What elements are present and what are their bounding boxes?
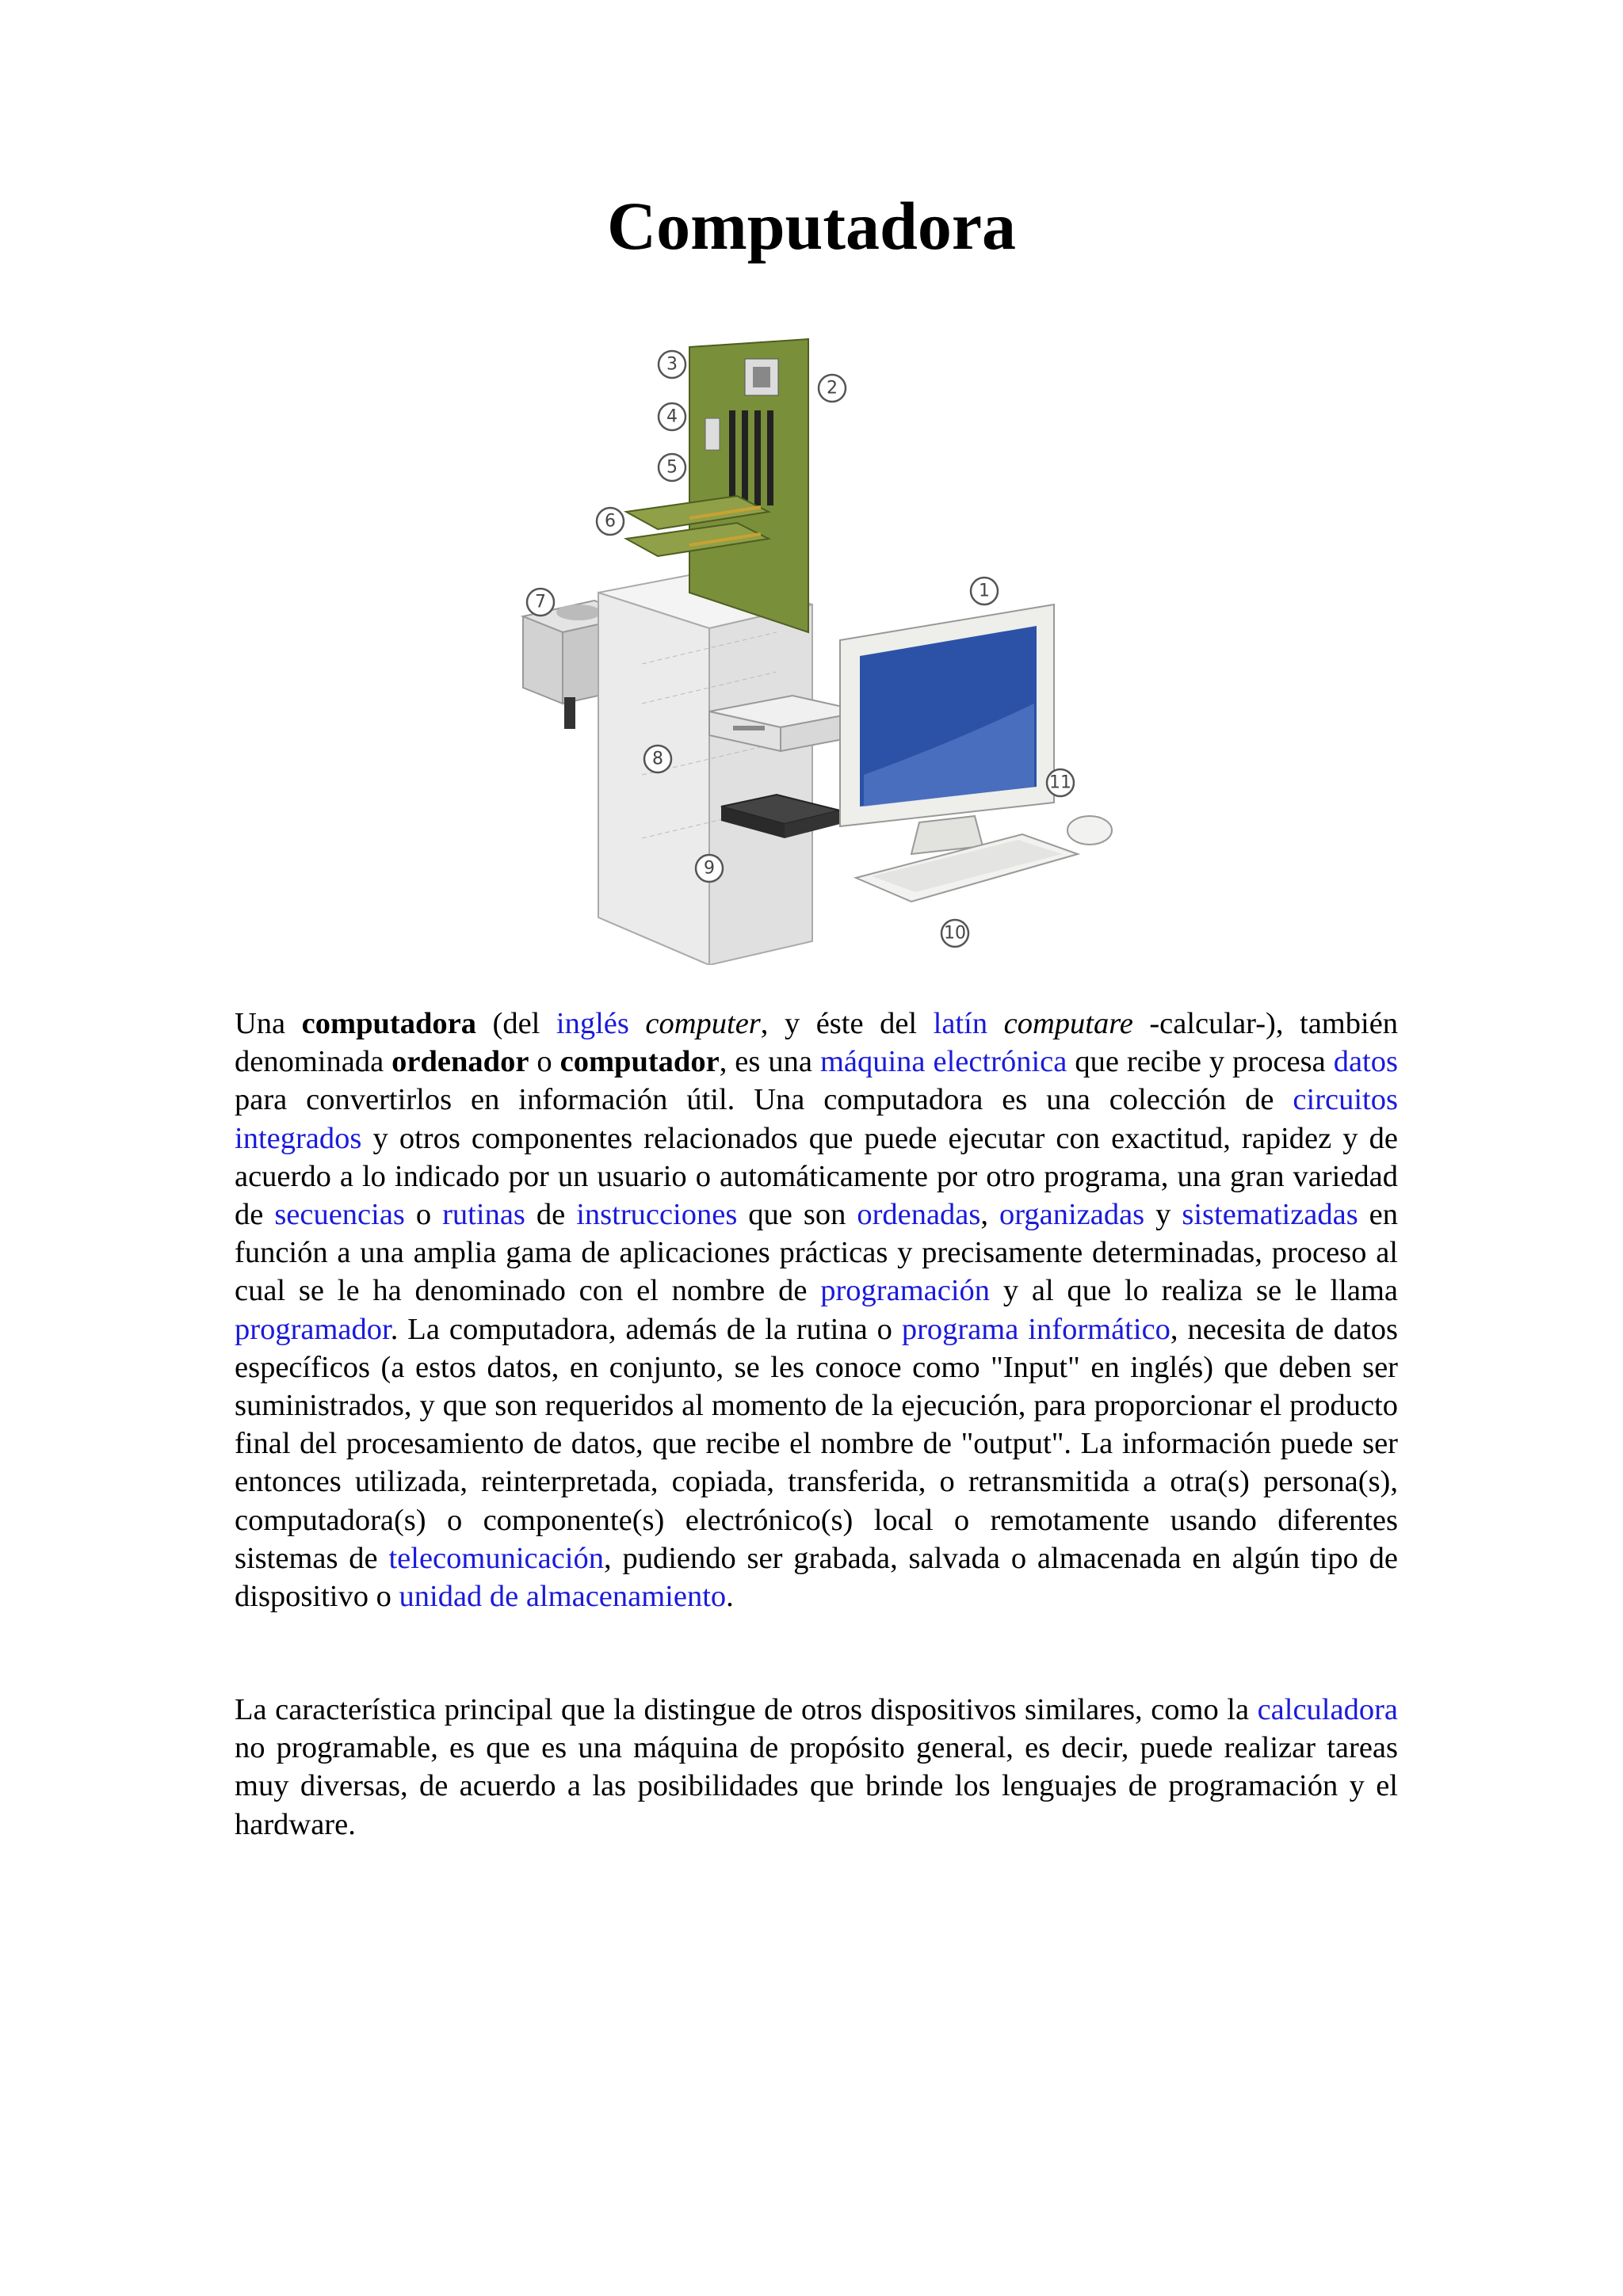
link-programa-informatico[interactable]: programa informático bbox=[901, 1312, 1170, 1346]
text: y otros componentes relacionados que puede ejecutar con exactitud, rapidez y de acuerdo a lo indicado por un usuario o automáticamente por otro programa, una gran variedad de bbox=[235, 1121, 1398, 1232]
text: . La computadora, además de la rutina o bbox=[390, 1312, 902, 1346]
text: , es una bbox=[719, 1045, 820, 1079]
callout-11: 11 bbox=[1049, 772, 1071, 793]
text: que recibe y procesa bbox=[1067, 1045, 1334, 1079]
text: -calcular-), también denominada bbox=[235, 1007, 1399, 1079]
text: que son bbox=[737, 1198, 857, 1232]
link-latin[interactable]: latín bbox=[933, 1007, 988, 1040]
callout-3: 3 bbox=[666, 354, 678, 375]
text: Una bbox=[235, 1007, 302, 1040]
paragraph-characteristic bbox=[235, 1691, 1398, 1844]
link-datos[interactable]: datos bbox=[1333, 1045, 1398, 1079]
italic-term: computare bbox=[1003, 1007, 1133, 1040]
paragraph-definition bbox=[235, 1005, 1398, 1615]
tower-case bbox=[598, 573, 812, 965]
callout-1: 1 bbox=[979, 581, 990, 601]
text: o bbox=[529, 1045, 560, 1079]
text: , y éste del bbox=[760, 1007, 934, 1040]
monitor bbox=[840, 605, 1054, 854]
callout-4: 4 bbox=[666, 406, 678, 427]
text: y al que lo realiza se le llama bbox=[990, 1274, 1398, 1308]
motherboard bbox=[689, 339, 808, 632]
text: (del bbox=[475, 1007, 556, 1040]
computer-diagram bbox=[507, 331, 1125, 965]
link-ordenadas[interactable]: ordenadas bbox=[857, 1198, 981, 1232]
italic-term: computer bbox=[645, 1007, 761, 1040]
text: o bbox=[404, 1198, 443, 1232]
page-title: Computadora bbox=[606, 188, 1017, 264]
link-calculadora[interactable]: calculadora bbox=[1257, 1693, 1398, 1726]
link-instrucciones[interactable]: instrucciones bbox=[576, 1198, 738, 1232]
link-rutinas[interactable]: rutinas bbox=[442, 1198, 525, 1232]
link-circuitos-integrados[interactable]: circuitos integrados bbox=[235, 1083, 1398, 1155]
callout-8: 8 bbox=[652, 749, 663, 769]
link-telecomunicacion[interactable]: telecomunicación bbox=[388, 1541, 604, 1575]
text bbox=[629, 1007, 646, 1040]
bold-term: ordenador bbox=[391, 1045, 529, 1079]
text: . bbox=[726, 1580, 734, 1614]
link-unidad-de-almacenamiento[interactable]: unidad de almacenamiento bbox=[399, 1580, 727, 1614]
link-sistematizadas[interactable]: sistematizadas bbox=[1182, 1198, 1358, 1232]
text: y bbox=[1144, 1198, 1182, 1232]
link-programador[interactable]: programador bbox=[235, 1312, 391, 1346]
callout-10: 10 bbox=[944, 923, 966, 944]
link-programacion[interactable]: programación bbox=[820, 1274, 991, 1308]
link-secuencias[interactable]: secuencias bbox=[274, 1198, 405, 1232]
text: , bbox=[980, 1198, 999, 1232]
text: para convertirlos en información útil. Una computadora es una colección de bbox=[235, 1083, 1293, 1117]
text: de bbox=[525, 1198, 577, 1232]
text: no programable, es que es una máquina de propósito general, es decir, puede realizar tareas muy diversas, de acuerdo a las posibilidades que brinde los lenguajes de programación y el hardware. bbox=[235, 1731, 1398, 1841]
link-ingles[interactable]: inglés bbox=[556, 1007, 629, 1040]
mouse bbox=[1067, 816, 1112, 845]
callout-2: 2 bbox=[827, 378, 838, 399]
text: en función a una amplia gama de aplicaciones prácticas y precisamente determinadas, proceso al cual se le ha denominado con el nombre de bbox=[235, 1198, 1399, 1308]
link-maquina-electronica[interactable]: máquina electrónica bbox=[819, 1045, 1067, 1079]
link-organizadas[interactable]: organizadas bbox=[999, 1198, 1145, 1232]
bold-term: computador bbox=[559, 1045, 720, 1079]
callout-5: 5 bbox=[666, 457, 678, 478]
callout-7: 7 bbox=[535, 592, 546, 612]
text bbox=[987, 1007, 1004, 1040]
text: , pudiendo ser grabada, salvada o almacenada en algún tipo de dispositivo o bbox=[235, 1541, 1398, 1614]
callout-6: 6 bbox=[605, 511, 616, 532]
callout-9: 9 bbox=[704, 858, 715, 879]
text: , necesita de datos específicos (a estos datos, en conjunto, se les conoce como "Input" en inglés) que deben ser suministrados, y que son requeridos al momento de la ejecución, para proporcionar el producto final del procesamiento de datos, que recibe el nombre de "output". La información puede ser entonces utilizada, reinterpretada, copiada, transferida, o retransmitida a otra(s) persona(s), computadora(s) o componente(s) electrónico(s) local o remotamente usando diferentes sistemas de bbox=[235, 1312, 1398, 1575]
text: La característica principal que la distingue de otros dispositivos similares, como la bbox=[235, 1693, 1258, 1726]
bold-term: computadora bbox=[301, 1007, 476, 1040]
